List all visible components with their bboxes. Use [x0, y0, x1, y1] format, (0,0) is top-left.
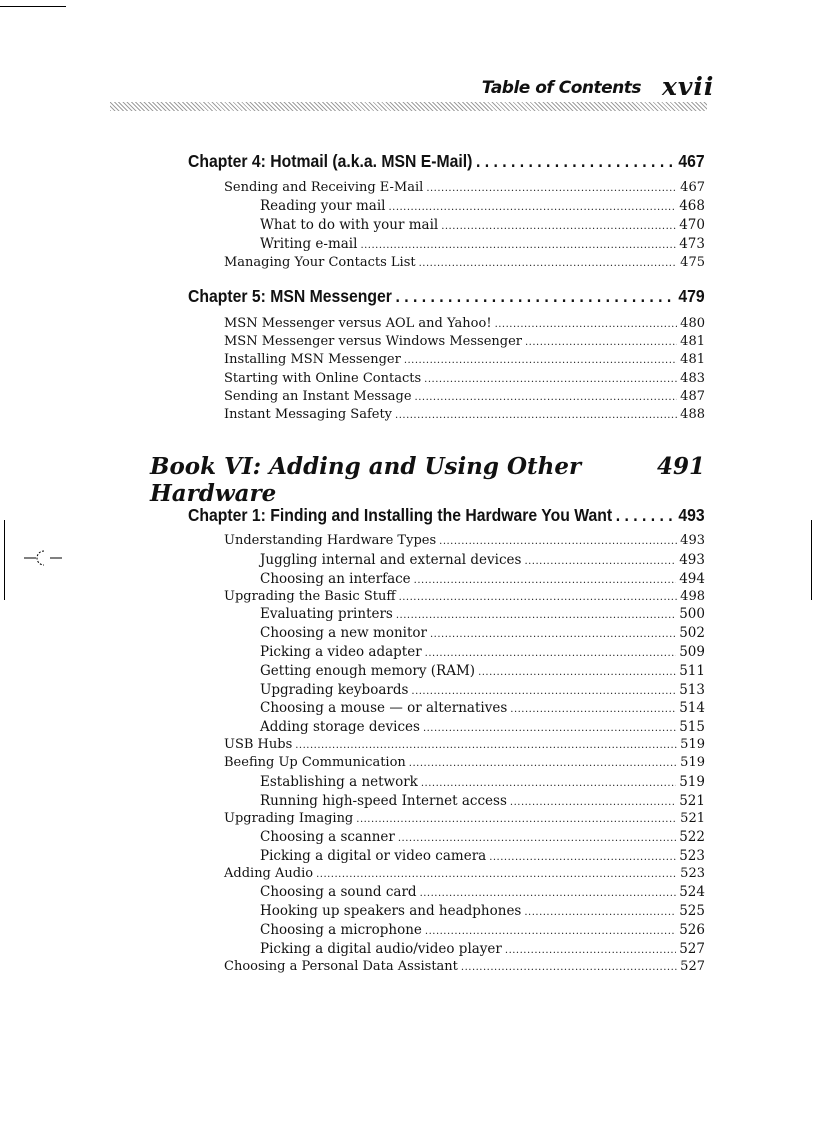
chapter-page: 493	[678, 505, 705, 525]
entry-page: 515	[679, 719, 705, 735]
leader-dots	[399, 592, 678, 603]
registration-mark-icon	[22, 548, 64, 568]
entry-page: 487	[680, 389, 705, 404]
entry-title: Adding storage devices	[260, 719, 420, 735]
leader-dots	[316, 869, 677, 880]
book-title: Book VI: Adding and Using Other Hardware	[150, 453, 582, 507]
entry-title: Choosing a new monitor	[260, 625, 427, 641]
toc-entry	[260, 606, 705, 625]
leader-dots	[395, 410, 677, 421]
entry-page: 468	[679, 198, 705, 214]
entry-page: 470	[679, 217, 705, 233]
toc-entry	[224, 334, 705, 353]
leader-dots	[525, 337, 677, 348]
chapter-title: Chapter 4: Hotmail (a.k.a. MSN E-Mail)	[188, 151, 473, 171]
entry-title: Installing MSN Messenger	[224, 352, 401, 367]
entry-title: Upgrading Imaging	[224, 811, 354, 826]
toc-entry	[224, 755, 705, 774]
leader-dots	[409, 758, 677, 769]
leader-dots	[360, 240, 676, 251]
leader-dots	[510, 797, 676, 808]
toc-entry	[260, 793, 705, 812]
toc-entry	[260, 236, 705, 255]
toc-entry	[260, 700, 705, 719]
leader-dots	[505, 945, 676, 956]
toc-entry	[260, 884, 705, 903]
toc-entry	[260, 774, 705, 793]
entry-page: 524	[679, 884, 705, 900]
leader-dots	[461, 962, 677, 973]
book-page: 491	[656, 453, 705, 480]
leader-dots	[425, 926, 676, 937]
entry-page: 519	[680, 737, 705, 752]
leader-dots	[430, 629, 676, 640]
entry-title: MSN Messenger versus AOL and Yahoo!	[224, 316, 492, 331]
entry-page: 493	[680, 533, 705, 548]
leader-dots	[524, 907, 676, 918]
entry-page: 467	[680, 180, 705, 195]
running-head-title: Table of Contents	[481, 78, 641, 98]
entry-page: 509	[679, 644, 705, 660]
entry-title: USB Hubs	[224, 737, 293, 752]
entry-page: 488	[680, 407, 705, 422]
entry-title: MSN Messenger versus Windows Messenger	[224, 334, 522, 349]
leader-dots	[415, 392, 678, 403]
entry-page: 498	[680, 589, 705, 604]
entry-title: Upgrading keyboards	[260, 682, 409, 698]
entry-page: 481	[680, 352, 705, 367]
leader-dots	[414, 575, 677, 586]
book-heading	[150, 453, 705, 507]
chapter-heading	[188, 286, 705, 307]
toc-entry	[224, 959, 705, 978]
entry-page: 494	[679, 571, 705, 587]
entry-page: 500	[679, 606, 705, 622]
page-number: xvii	[662, 72, 715, 101]
toc-entry	[224, 180, 705, 199]
toc-entry	[224, 866, 705, 885]
entry-title: Juggling internal and external devices	[260, 552, 522, 568]
chapter-title: Chapter 1: Finding and Installing the Hardware You Want	[188, 505, 613, 525]
toc-entry	[260, 198, 705, 217]
leader-dots	[426, 183, 677, 194]
toc-entry	[260, 625, 705, 644]
entry-page: 493	[679, 552, 705, 568]
chapter-page: 479	[678, 286, 705, 306]
entry-title: Picking a video adapter	[260, 644, 422, 660]
entry-title: Sending an Instant Message	[224, 389, 412, 404]
toc-entry	[224, 389, 705, 408]
header-rule	[110, 102, 707, 111]
leader-dots	[510, 704, 676, 715]
entry-title: Running high-speed Internet access	[260, 793, 507, 809]
entry-page: 523	[679, 848, 705, 864]
entry-title: Evaluating printers	[260, 606, 393, 622]
leader-dots	[404, 355, 677, 366]
toc-entry	[260, 663, 705, 682]
toc-entry	[260, 719, 705, 738]
entry-page: 480	[680, 316, 705, 331]
leader-dots	[478, 667, 676, 678]
leader-dots	[420, 888, 677, 899]
entry-page: 511	[679, 663, 705, 679]
entry-title: What to do with your mail	[260, 217, 439, 233]
toc-entry	[224, 407, 705, 426]
toc-entry	[224, 737, 705, 756]
toc-entry	[260, 848, 705, 867]
toc-entry	[260, 644, 705, 663]
leader-dots	[441, 221, 676, 232]
toc-entry	[260, 571, 705, 590]
toc-entry	[260, 941, 705, 960]
entry-page: 522	[679, 829, 705, 845]
corner-rule	[0, 6, 66, 7]
leader-dots	[616, 505, 675, 526]
entry-title: Establishing a network	[260, 774, 418, 790]
leader-dots	[419, 258, 678, 269]
entry-title: Beefing Up Communication	[224, 755, 406, 770]
toc-entry	[260, 217, 705, 236]
toc-entry	[260, 682, 705, 701]
toc-entry	[260, 903, 705, 922]
entry-page: 481	[680, 334, 705, 349]
toc-entry	[260, 829, 705, 848]
leader-dots	[411, 686, 676, 697]
entry-page: 473	[679, 236, 705, 252]
entry-title: Reading your mail	[260, 198, 386, 214]
toc-entry	[260, 552, 705, 571]
entry-page: 523	[680, 866, 705, 881]
entry-page: 502	[679, 625, 705, 641]
entry-page: 526	[679, 922, 705, 938]
leader-dots	[476, 151, 675, 172]
toc-entry	[224, 533, 705, 552]
entry-page: 513	[679, 682, 705, 698]
leader-dots	[356, 814, 677, 825]
leader-dots	[396, 286, 675, 307]
entry-page: 519	[679, 774, 705, 790]
entry-page: 527	[680, 959, 705, 974]
toc-entry	[224, 811, 705, 830]
entry-page: 475	[680, 255, 705, 270]
entry-title: Choosing an interface	[260, 571, 411, 587]
toc-entry	[260, 922, 705, 941]
leader-dots	[489, 852, 676, 863]
entry-title: Adding Audio	[224, 866, 314, 881]
entry-page: 527	[679, 941, 705, 957]
chapter-heading	[188, 151, 705, 172]
entry-title: Hooking up speakers and headphones	[260, 903, 522, 919]
leader-dots	[295, 740, 677, 751]
chapter-title: Chapter 5: MSN Messenger	[188, 286, 392, 306]
entry-title: Choosing a scanner	[260, 829, 395, 845]
leader-dots	[421, 778, 676, 789]
left-edge-mark	[4, 520, 5, 600]
leader-dots	[439, 536, 677, 547]
entry-page: 514	[679, 700, 705, 716]
leader-dots	[423, 723, 676, 734]
entry-title: Sending and Receiving E-Mail	[224, 180, 424, 195]
entry-title: Getting enough memory (RAM)	[260, 663, 476, 679]
toc-entry	[224, 316, 705, 335]
leader-dots	[495, 319, 678, 330]
right-edge-mark	[811, 520, 812, 600]
entry-title: Picking a digital audio/video player	[260, 941, 502, 957]
entry-title: Starting with Online Contacts	[224, 371, 422, 386]
entry-title: Managing Your Contacts List	[224, 255, 416, 270]
entry-title: Choosing a Personal Data Assistant	[224, 959, 458, 974]
entry-page: 525	[679, 903, 705, 919]
entry-title: Picking a digital or video camera	[260, 848, 487, 864]
toc-entry	[224, 371, 705, 390]
entry-title: Choosing a mouse — or alternatives	[260, 700, 508, 716]
entry-page: 521	[679, 793, 705, 809]
entry-page: 521	[680, 811, 705, 826]
chapter-heading	[188, 505, 705, 526]
entry-title: Writing e-mail	[260, 236, 358, 252]
toc-entry	[224, 255, 705, 274]
leader-dots	[425, 648, 677, 659]
entry-title: Understanding Hardware Types	[224, 533, 437, 548]
entry-page: 483	[680, 371, 705, 386]
toc-entry	[224, 352, 705, 371]
leader-dots	[424, 374, 677, 385]
entry-title: Choosing a sound card	[260, 884, 417, 900]
entry-title: Choosing a microphone	[260, 922, 422, 938]
leader-dots	[398, 833, 676, 844]
entry-page: 519	[680, 755, 705, 770]
leader-dots	[524, 556, 676, 567]
entry-title: Instant Messaging Safety	[224, 407, 393, 422]
chapter-page: 467	[678, 151, 705, 171]
entry-title: Upgrading the Basic Stuff	[224, 589, 396, 604]
leader-dots	[396, 610, 676, 621]
leader-dots	[388, 202, 676, 213]
